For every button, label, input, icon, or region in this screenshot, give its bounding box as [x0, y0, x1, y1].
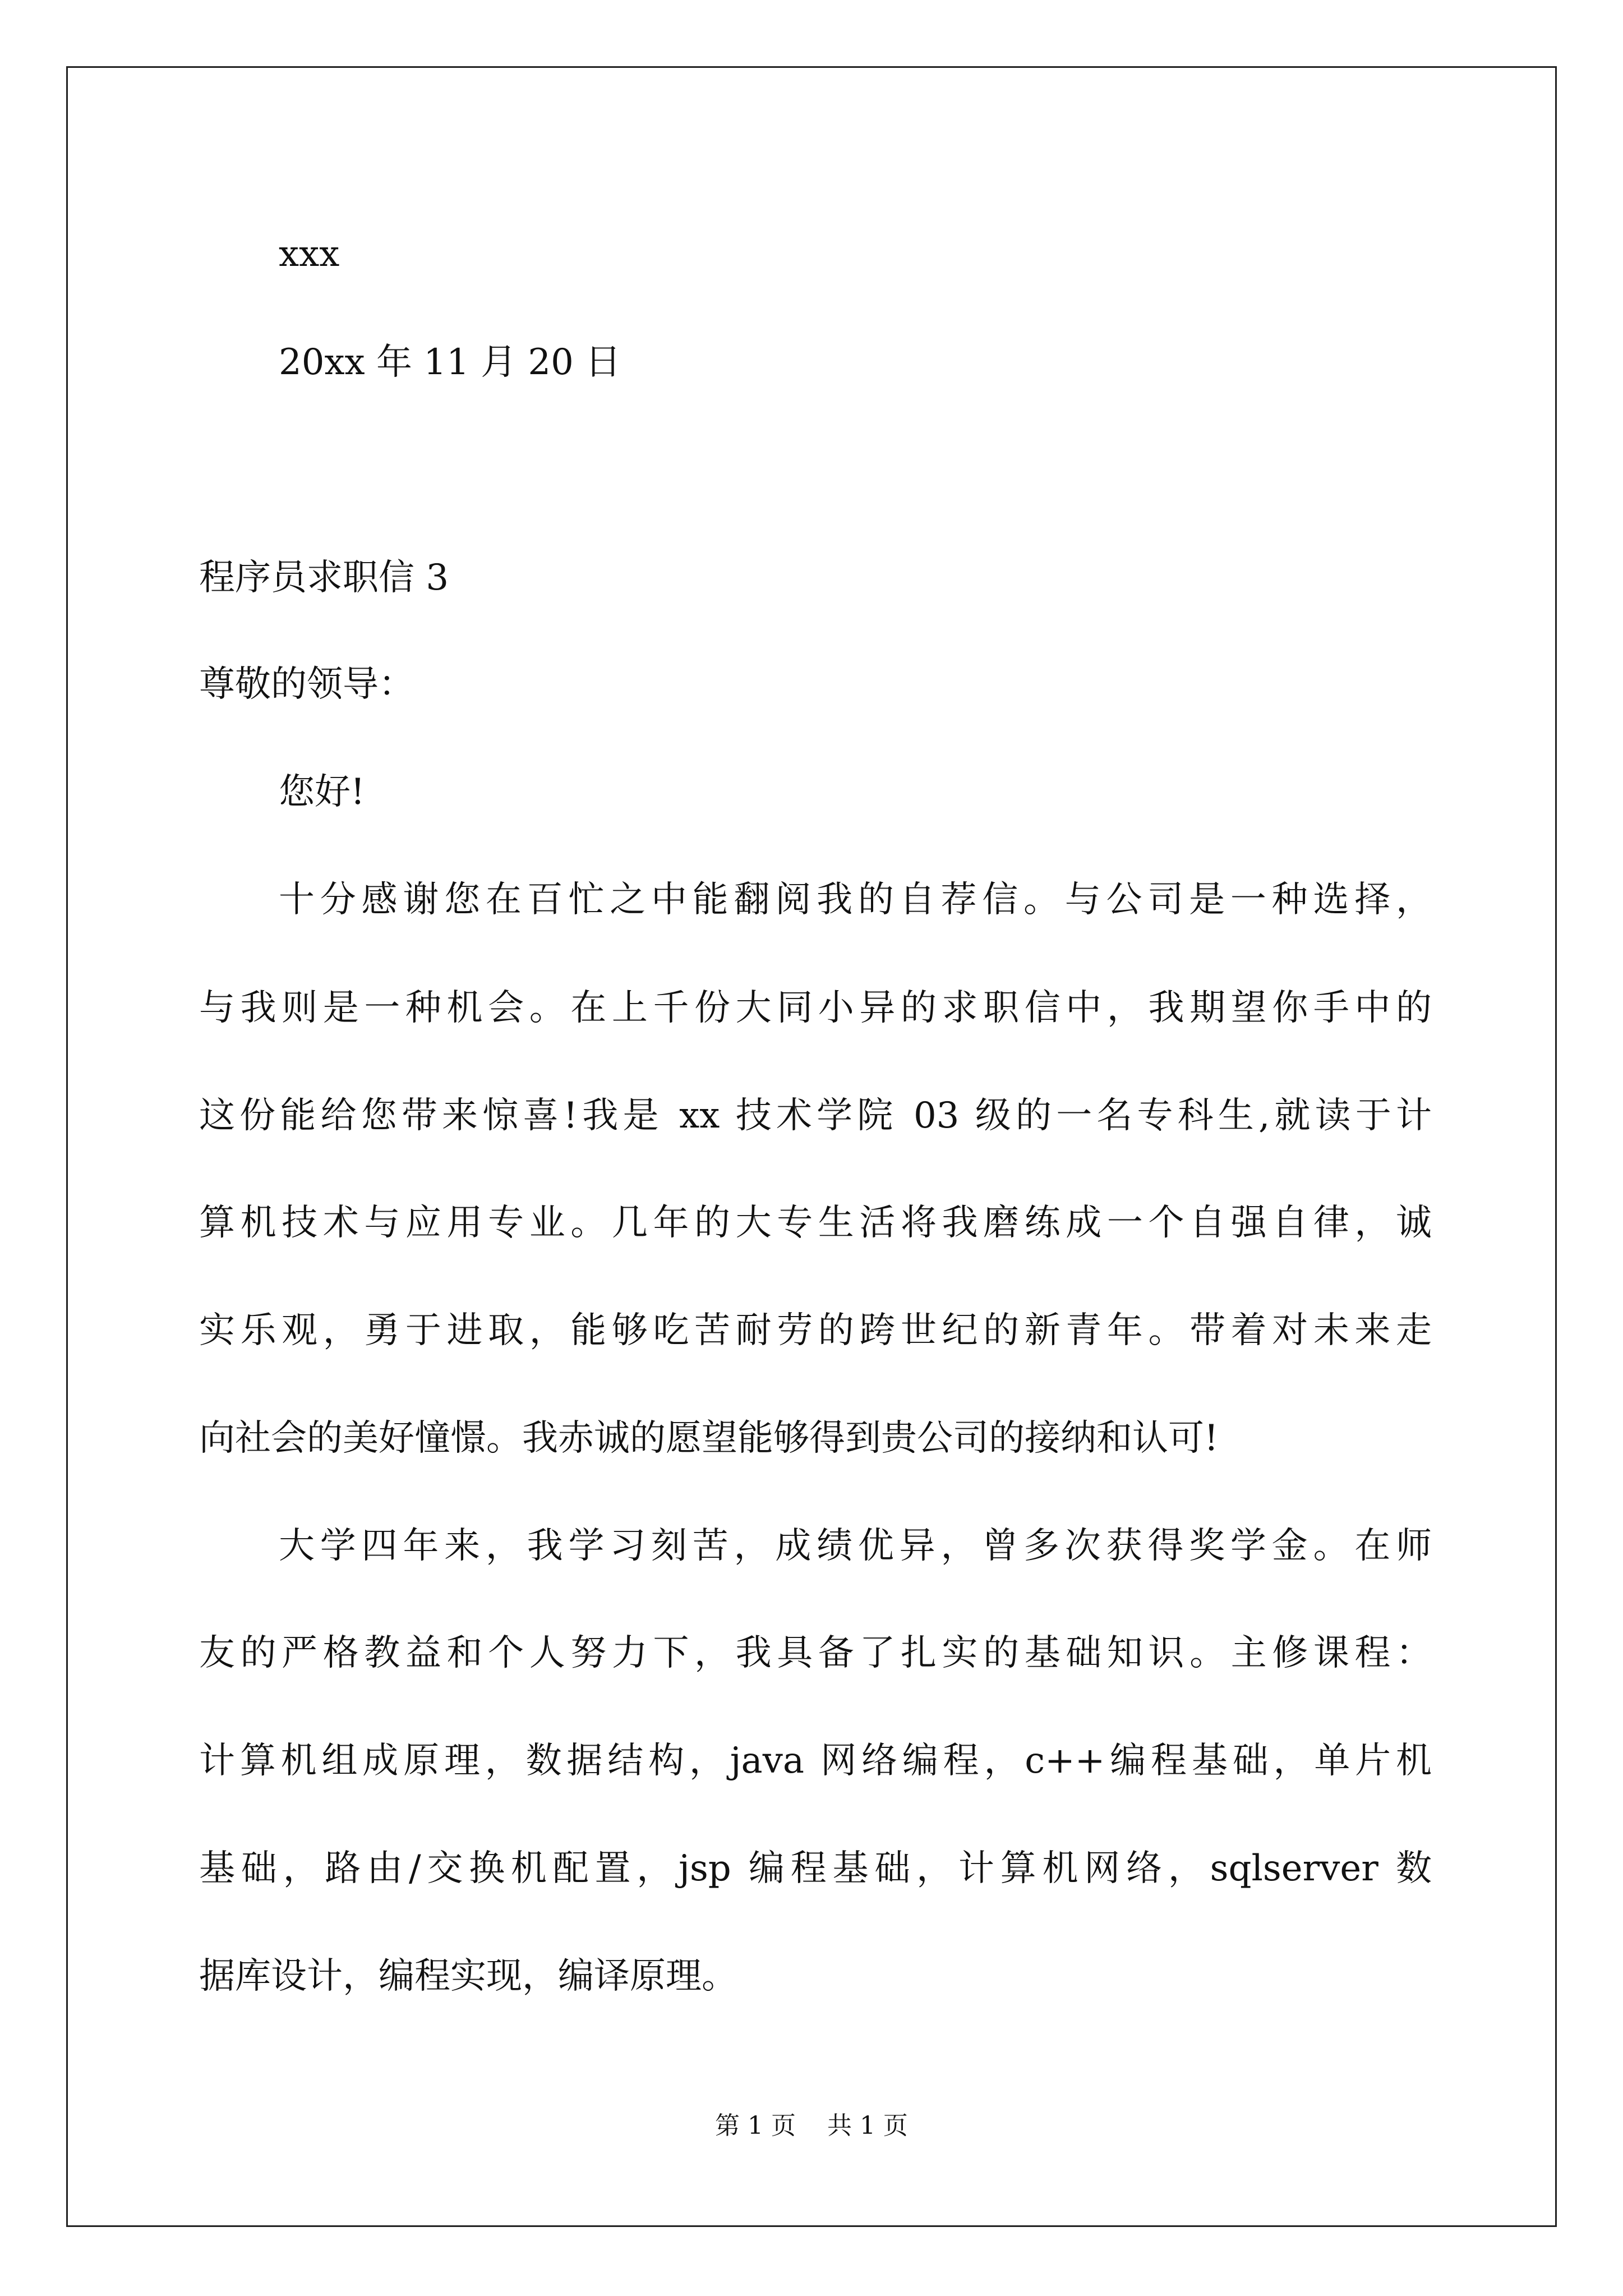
paragraph-line: 计算机组成原理，数据结构，java 网络编程，c++编程基础，单片机 — [199, 1740, 1432, 1782]
signature-name: xxx — [279, 233, 340, 275]
paragraph-line: 据库设计，编程实现，编译原理。 — [199, 1955, 737, 1997]
page-border — [66, 66, 1557, 2227]
paragraph-line: 这份能给您带来惊喜!我是 xx 技术学院 03 级的一名专科生,就读于计 — [199, 1095, 1432, 1137]
paragraph-line: 向社会的美好憧憬。我赤诚的愿望能够得到贵公司的接纳和认可! — [199, 1418, 1219, 1459]
letter-title: 程序员求职信 3 — [199, 557, 449, 599]
paragraph-line: 友的严格教益和个人努力下，我具备了扎实的基础知识。主修课程： — [199, 1632, 1432, 1674]
greeting: 您好! — [279, 771, 365, 813]
paragraph-line: 实乐观，勇于进取，能够吃苦耐劳的跨世纪的新青年。带着对未来走 — [199, 1310, 1432, 1351]
paragraph-line: 十分感谢您在百忙之中能翻阅我的自荐信。与公司是一种选择， — [279, 879, 1432, 921]
salutation: 尊敬的领导： — [199, 664, 414, 705]
paragraph-line: 算机技术与应用专业。几年的大专生活将我磨练成一个自强自律，诚 — [199, 1202, 1432, 1244]
paragraph-line: 与我则是一种机会。在上千份大同小异的求职信中，我期望你手中的 — [199, 987, 1432, 1029]
paragraph-line: 大学四年来，我学习刻苦，成绩优异，曾多次获得奖学金。在师 — [279, 1525, 1432, 1567]
paragraph-line: 基础，路由/交换机配置，jsp 编程基础，计算机网络，sqlserver 数 — [199, 1848, 1432, 1889]
page-footer: 第 1 页 共 1 页 — [715, 2111, 908, 2140]
signature-date: 20xx 年 11 月 20 日 — [279, 342, 621, 383]
